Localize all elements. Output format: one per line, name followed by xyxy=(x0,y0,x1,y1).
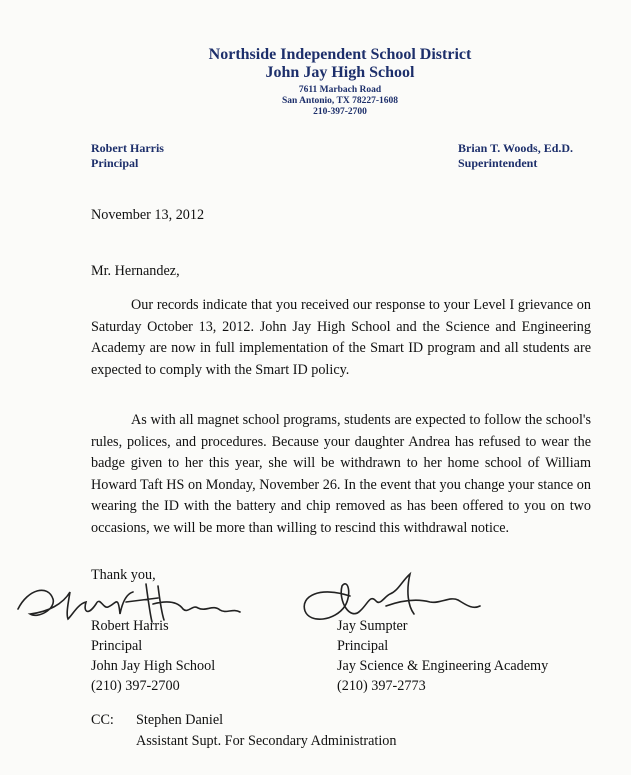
officer-left xyxy=(91,141,164,171)
cc-name: Stephen Daniel xyxy=(136,712,224,728)
school-name: John Jay High School xyxy=(265,64,415,81)
address-line-2: San Antonio, TX 78227-1608 xyxy=(282,96,398,106)
signer-left-phone: (210) 397-2700 xyxy=(91,678,180,694)
officer-right-name: Brian T. Woods, Ed.D. xyxy=(458,141,574,155)
address-line-1: 7611 Marbach Road xyxy=(298,85,382,95)
signer-left-name: Robert Harris xyxy=(91,618,169,634)
paragraph-1 xyxy=(91,295,591,381)
paragraph-2 xyxy=(91,410,591,539)
officer-right-title: Superintendent xyxy=(458,156,538,170)
paragraph-1-text: Our records indicate that you received our response to your Level I grievance on Saturday October 13, 2012. John Jay High School and the Science and Engineering Academy are now in full implementation of the Smart ID program and all students are expected to comply with the Smart ID policy. xyxy=(91,297,591,378)
cc-title: Assistant Supt. For Secondary Administration xyxy=(136,733,397,749)
paragraph-2-text: As with all magnet school programs, students are expected to follow the school's rules, polices, and procedures. Because your daughter Andrea has refused to wear the badge given to her this year, she will be withdrawn to her home school of William Howard Taft HS on Monday, November 26. In the event that you change your stance on wearing the ID with the battery and chip removed as has been offered to you on two occasions, we will be more than willing to rescind this withdrawal notice. xyxy=(91,412,591,536)
school-phone: 210-397-2700 xyxy=(313,107,367,117)
signer-right-org: Jay Science & Engineering Academy xyxy=(337,658,549,674)
signer-left xyxy=(91,616,215,696)
closing: Thank you, xyxy=(91,567,156,583)
signer-right-title: Principal xyxy=(337,638,389,654)
letter-date: November 13, 2012 xyxy=(91,207,205,223)
signer-right-name: Jay Sumpter xyxy=(337,618,408,634)
district-name: Northside Independent School District xyxy=(208,46,472,63)
signer-left-org: John Jay High School xyxy=(91,658,216,674)
salutation: Mr. Hernandez, xyxy=(91,263,180,279)
signer-left-title: Principal xyxy=(91,638,143,654)
cc-label: CC: xyxy=(91,712,114,728)
officer-left-title: Principal xyxy=(91,156,139,170)
officer-right xyxy=(458,141,573,171)
officer-left-name: Robert Harris xyxy=(91,141,164,155)
signer-right-phone: (210) 397-2773 xyxy=(337,678,426,694)
signer-right xyxy=(337,616,548,696)
